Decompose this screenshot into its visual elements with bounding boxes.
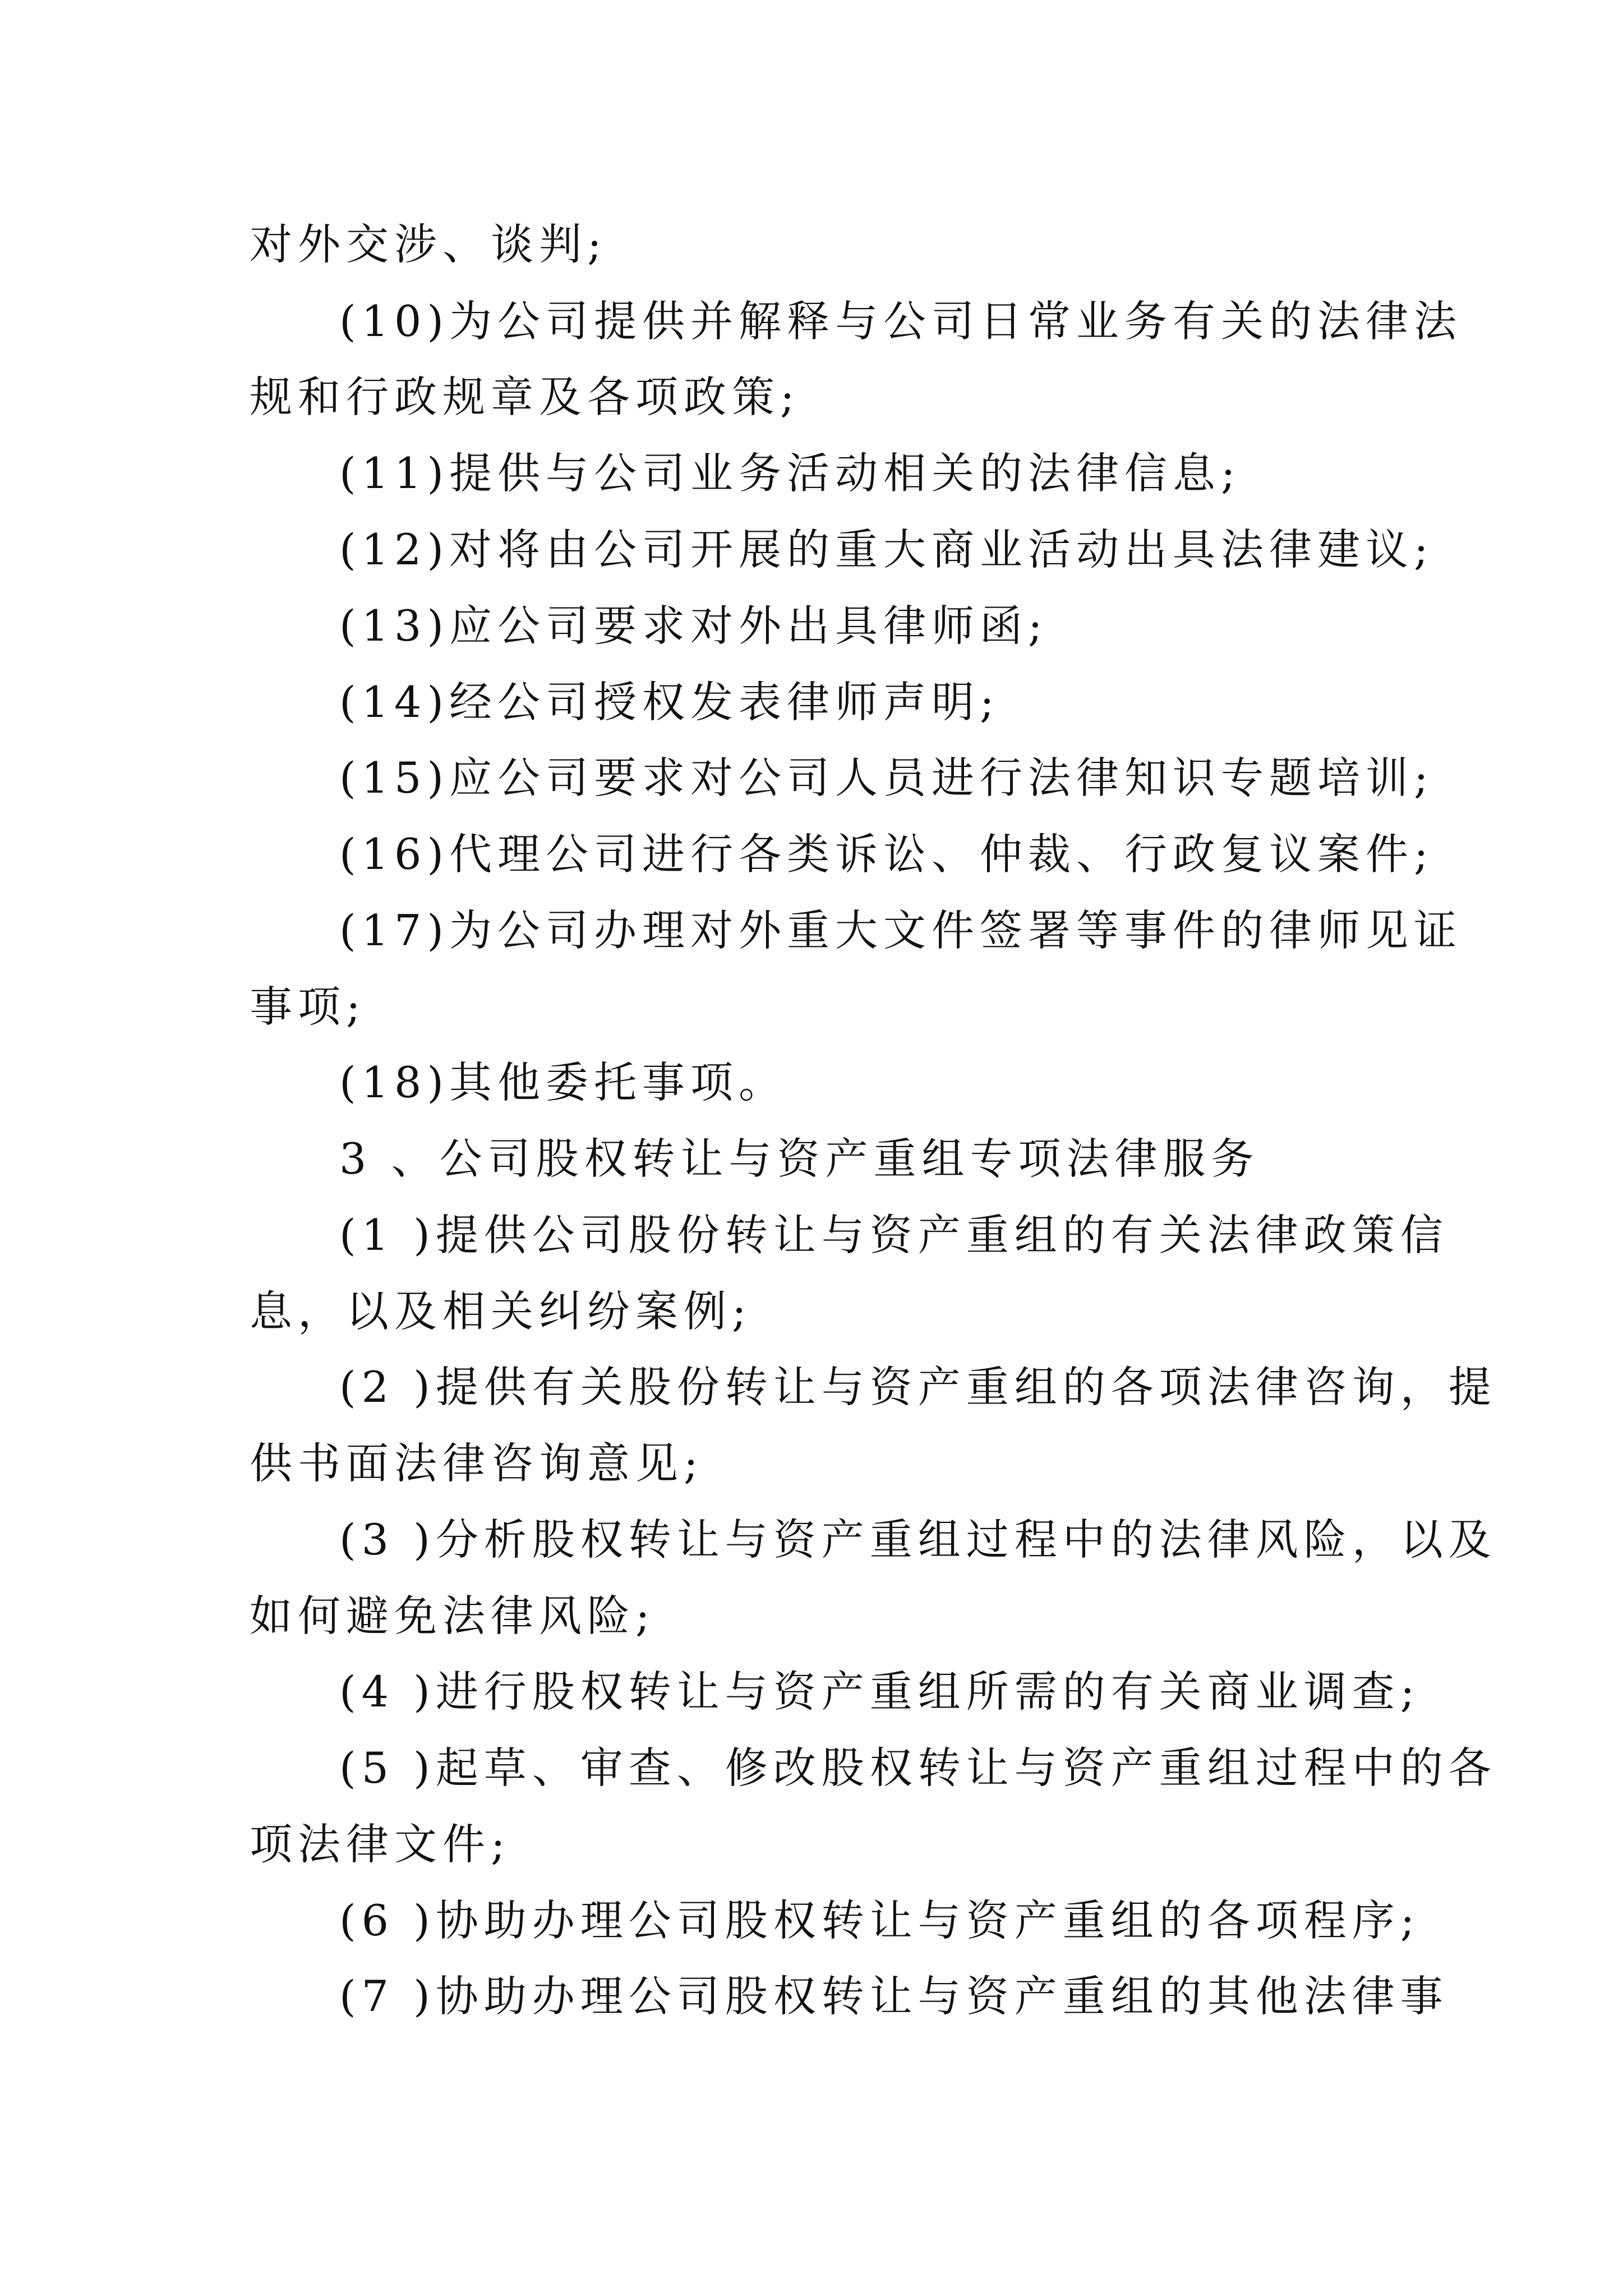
list-item-6: (6 )协助办理公司股权转让与资产重组的各项程序;	[339, 1895, 1421, 1945]
section-heading-3: 3 、公司股权转让与资产重组专项法律服务	[339, 1134, 1260, 1184]
list-item-5: (5 )起草、审查、修改股权转让与资产重组过程中的各	[339, 1743, 1497, 1793]
list-item-4: (4 )进行股权转让与资产重组所需的有关商业调查;	[339, 1667, 1421, 1717]
text-line-continuation: 如何避免法律风险;	[250, 1591, 656, 1641]
list-item-18: (18)其他委托事项。	[339, 1057, 787, 1107]
list-item-17: (17)为公司办理对外重大文件签署等事件的律师见证	[339, 905, 1463, 955]
text-line-continuation: 息，以及相关纠纷案例;	[250, 1286, 752, 1336]
text-line-continuation: 对外交涉、谈判;	[250, 219, 607, 269]
text-line-continuation: 事项;	[250, 982, 366, 1032]
list-item-2: (2 )提供有关股份转让与资产重组的各项法律咨询，提	[339, 1362, 1497, 1412]
list-item-1: (1 )提供公司股份转让与资产重组的有关法律政策信	[339, 1210, 1449, 1260]
text-line-continuation: 项法律文件;	[250, 1819, 511, 1869]
list-item-3: (3 )分析股权转让与资产重组过程中的法律风险，以及	[339, 1515, 1497, 1565]
list-item-10: (10)为公司提供并解释与公司日常业务有关的法律法	[339, 296, 1463, 346]
text-line-continuation: 供书面法律咨询意见;	[250, 1438, 704, 1488]
list-item-12: (12)对将由公司开展的重大商业活动出具法律建议;	[339, 524, 1434, 574]
list-item-14: (14)经公司授权发表律师声明;	[339, 677, 1000, 727]
list-item-15: (15)应公司要求对公司人员进行法律知识专题培训;	[339, 753, 1434, 803]
list-item-13: (13)应公司要求对外出具律师函;	[339, 601, 1048, 651]
list-item-11: (11)提供与公司业务活动相关的法律信息;	[339, 448, 1241, 498]
list-item-7: (7 )协助办理公司股权转让与资产重组的其他法律事	[339, 1971, 1449, 2021]
list-item-16: (16)代理公司进行各类诉讼、仲裁、行政复议案件;	[339, 829, 1434, 879]
text-line-continuation: 规和行政规章及各项政策;	[250, 372, 800, 422]
